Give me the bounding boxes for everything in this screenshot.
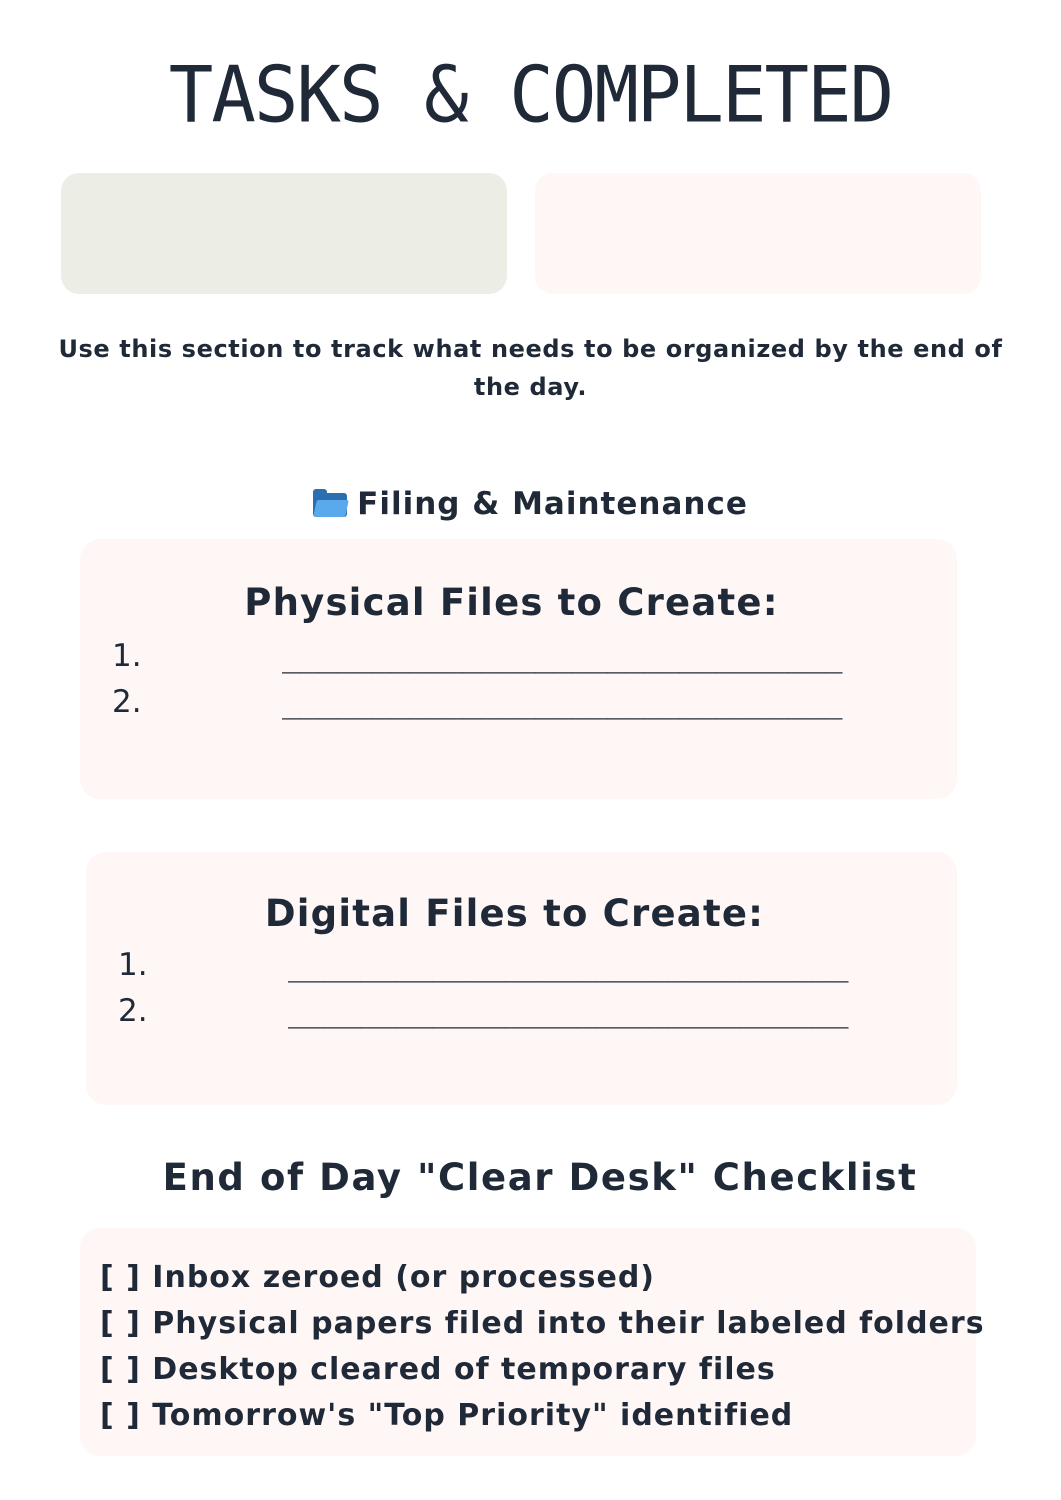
- section-heading-label: Filing & Maintenance: [357, 486, 748, 522]
- list-item-number: 1.: [118, 947, 148, 983]
- write-in-line: _______________________________: [288, 947, 848, 983]
- digital-files-card: [86, 852, 957, 1105]
- checklist-item: [ ] Tomorrow's "Top Priority" identified: [100, 1398, 794, 1433]
- write-in-line: _______________________________: [282, 638, 842, 674]
- list-item-number: 2.: [118, 993, 148, 1029]
- checklist-card: [80, 1228, 985, 1456]
- physical-files-card: [80, 539, 957, 799]
- list-item-number: 1.: [112, 638, 142, 674]
- header-box-left: [61, 173, 507, 294]
- checklist-item: [ ] Physical papers filed into their labeled folders: [100, 1306, 985, 1341]
- physical-files-title: Physical Files to Create:: [244, 581, 779, 624]
- page-title: TASKS & COMPLETED: [168, 49, 893, 141]
- write-in-line: _______________________________: [288, 993, 848, 1029]
- folder-icon: [313, 489, 347, 517]
- list-item: [80, 638, 957, 684]
- list-item-number: 2.: [112, 684, 142, 720]
- intro-text: Use this section to track what needs to be organized by the end of the day.: [58, 335, 1003, 401]
- header-box-right: [535, 173, 981, 294]
- list-item: [86, 993, 957, 1039]
- digital-files-title: Digital Files to Create:: [264, 892, 765, 935]
- checklist-heading: End of Day "Clear Desk" Checklist: [162, 1156, 918, 1199]
- section-heading: [0, 486, 1061, 522]
- checklist-item: [ ] Desktop cleared of temporary files: [100, 1352, 776, 1387]
- write-in-line: _______________________________: [282, 684, 842, 720]
- list-item: [80, 684, 957, 730]
- checklist-item: [ ] Inbox zeroed (or processed): [100, 1260, 656, 1295]
- list-item: [86, 947, 957, 993]
